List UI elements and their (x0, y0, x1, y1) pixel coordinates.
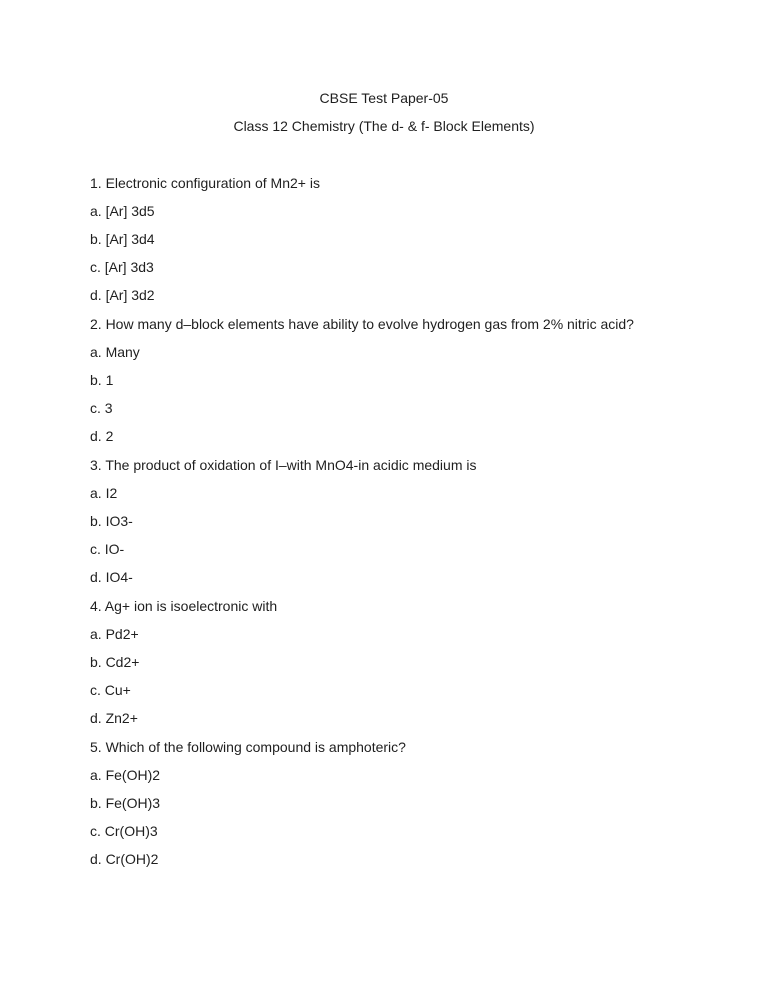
question-5-option-c: c. Cr(OH)3 (90, 823, 158, 839)
question-5-option-b: b. Fe(OH)3 (90, 795, 161, 811)
question-3 (90, 451, 698, 591)
question-2-option-d: d. 2 (90, 428, 114, 444)
question-4 (90, 592, 698, 732)
question-2-text: 2. How many d–block elements have ability to evolve hydrogen gas from 2% nitric acid? (90, 316, 634, 332)
question-1 (90, 169, 698, 309)
document-body (0, 169, 768, 873)
question-3-option-b: b. IO3- (90, 513, 133, 529)
question-2-option-b: b. 1 (90, 372, 114, 388)
question-1-option-d: d. [Ar] 3d2 (90, 287, 155, 303)
question-1-text: 1. Electronic configuration of Mn2+ is (90, 175, 320, 191)
question-1-option-a: a. [Ar] 3d5 (90, 203, 155, 219)
question-3-text: 3. The product of oxidation of I–with MnO4-in acidic medium is (90, 457, 477, 473)
question-2-option-a: a. Many (90, 344, 140, 360)
question-3-option-c: c. IO- (90, 541, 125, 557)
document-title: CBSE Test Paper-05 (319, 90, 449, 106)
question-5 (90, 733, 698, 873)
question-4-option-a: a. Pd2+ (90, 626, 139, 642)
question-3-option-a: a. I2 (90, 485, 118, 501)
question-5-text: 5. Which of the following compound is amphoteric? (90, 739, 406, 755)
question-1-option-b: b. [Ar] 3d4 (90, 231, 155, 247)
document-subtitle: Class 12 Chemistry (The d- & f- Block Elements) (233, 118, 535, 134)
question-4-option-c: c. Cu+ (90, 682, 131, 698)
question-4-option-b: b. Cd2+ (90, 654, 140, 670)
question-4-option-d: d. Zn2+ (90, 710, 138, 726)
question-5-option-d: d. Cr(OH)2 (90, 851, 159, 867)
question-4-text: 4. Ag+ ion is isoelectronic with (90, 598, 278, 614)
question-3-option-d: d. IO4- (90, 569, 133, 585)
question-1-option-c: c. [Ar] 3d3 (90, 259, 154, 275)
question-2-option-c: c. 3 (90, 400, 113, 416)
question-5-option-a: a. Fe(OH)2 (90, 767, 161, 783)
question-2 (90, 310, 698, 450)
document-header (0, 84, 768, 140)
